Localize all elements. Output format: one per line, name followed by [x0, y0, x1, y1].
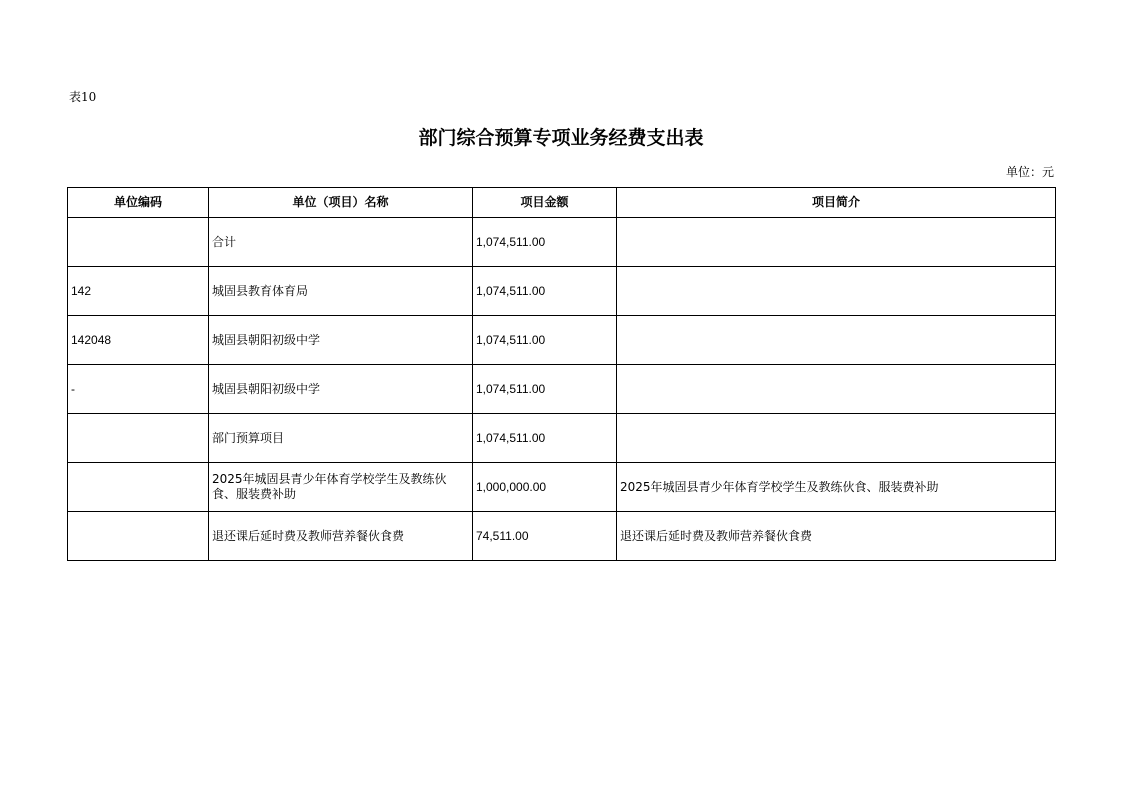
unit-label: 单位：元: [1005, 165, 1054, 179]
column-header-name: 单位（项目）名称: [209, 188, 473, 218]
table-number: 表10: [69, 90, 97, 104]
cell-code: [68, 512, 209, 561]
page-title: 部门综合预算专项业务经费支出表: [418, 127, 704, 149]
table-row: [68, 316, 1056, 365]
cell-name: 部门预算项目: [209, 414, 473, 463]
cell-name: 城固县朝阳初级中学: [209, 316, 473, 365]
table-row: [68, 414, 1056, 463]
column-header-amount: 项目金额: [473, 188, 617, 218]
cell-code: -: [68, 365, 209, 414]
table-row: [68, 267, 1056, 316]
cell-amount: 1,074,511.00: [473, 365, 617, 414]
cell-name: 城固县朝阳初级中学: [209, 365, 473, 414]
cell-code: 142: [68, 267, 209, 316]
cell-code: [68, 414, 209, 463]
cell-name: 2025年城固县青少年体育学校学生及教练伙食、服装费补助: [209, 463, 473, 512]
cell-amount: 1,000,000.00: [473, 463, 617, 512]
table-row: [68, 218, 1056, 267]
cell-code: [68, 463, 209, 512]
table-header-row: [68, 188, 1056, 218]
column-header-description: 项目简介: [617, 188, 1056, 218]
cell-name: 城固县教育体育局: [209, 267, 473, 316]
cell-description: [617, 365, 1056, 414]
cell-amount: 1,074,511.00: [473, 218, 617, 267]
cell-code: [68, 218, 209, 267]
table-row: [68, 365, 1056, 414]
cell-description: 退还课后延时费及教师营养餐伙食费: [617, 512, 1056, 561]
cell-amount: 1,074,511.00: [473, 267, 617, 316]
cell-description: [617, 267, 1056, 316]
cell-amount: 1,074,511.00: [473, 414, 617, 463]
cell-description: [617, 316, 1056, 365]
table-row: [68, 463, 1056, 512]
table-row: [68, 512, 1056, 561]
cell-description: 2025年城固县青少年体育学校学生及教练伙食、服装费补助: [617, 463, 1056, 512]
cell-description: [617, 218, 1056, 267]
cell-name: 合计: [209, 218, 473, 267]
budget-table: [67, 187, 1056, 561]
cell-name: 退还课后延时费及教师营养餐伙食费: [209, 512, 473, 561]
cell-description: [617, 414, 1056, 463]
cell-amount: 1,074,511.00: [473, 316, 617, 365]
cell-code: 142048: [68, 316, 209, 365]
cell-amount: 74,511.00: [473, 512, 617, 561]
column-header-code: 单位编码: [68, 188, 209, 218]
